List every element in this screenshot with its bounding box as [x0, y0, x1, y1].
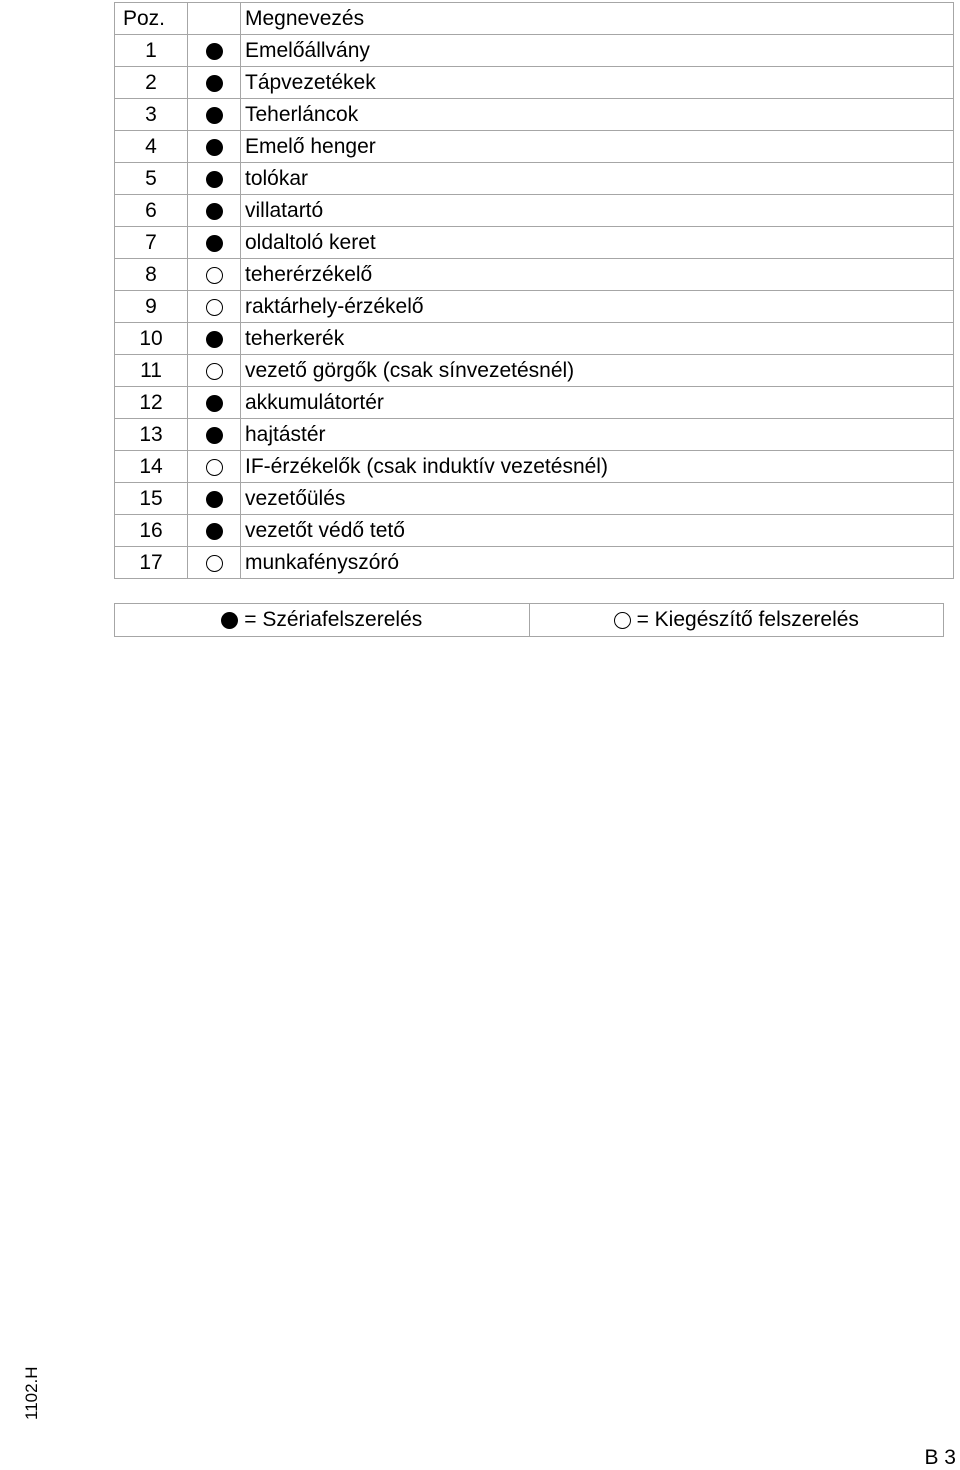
table-row [115, 67, 954, 99]
filled-circle-icon [221, 612, 238, 629]
table-row [115, 483, 954, 515]
row-pos: 11 [115, 355, 188, 387]
legend [114, 603, 944, 637]
row-pos: 8 [115, 259, 188, 291]
table-row [115, 451, 954, 483]
table-row [115, 35, 954, 67]
filled-circle-icon [206, 427, 223, 444]
row-pos: 4 [115, 131, 188, 163]
row-mark [188, 99, 241, 131]
filled-circle-icon [206, 331, 223, 348]
filled-circle-icon [206, 43, 223, 60]
row-name: teherérzékelő [241, 259, 954, 291]
table-row [115, 291, 954, 323]
row-name: hajtástér [241, 419, 954, 451]
row-name: IF-érzékelők (csak induktív vezetésnél) [241, 451, 954, 483]
row-name: vezető görgők (csak sínvezetésnél) [241, 355, 954, 387]
row-mark [188, 35, 241, 67]
document-code: 1102.H [22, 1366, 41, 1420]
empty-circle-icon [206, 363, 223, 380]
table-header-row [115, 3, 954, 35]
empty-circle-icon [206, 459, 223, 476]
parts-table [114, 2, 954, 579]
filled-circle-icon [206, 75, 223, 92]
header-mark [188, 3, 241, 35]
row-mark [188, 131, 241, 163]
filled-circle-icon [206, 139, 223, 156]
row-name: tolókar [241, 163, 954, 195]
row-name: Emelő henger [241, 131, 954, 163]
row-name: vezetőt védő tető [241, 515, 954, 547]
row-mark [188, 291, 241, 323]
legend-optional [529, 604, 944, 636]
row-mark [188, 227, 241, 259]
filled-circle-icon [206, 523, 223, 540]
filled-circle-icon [206, 203, 223, 220]
row-mark [188, 259, 241, 291]
row-mark [188, 515, 241, 547]
row-mark [188, 355, 241, 387]
table-row [115, 515, 954, 547]
row-mark [188, 195, 241, 227]
row-pos: 17 [115, 547, 188, 579]
header-name: Megnevezés [241, 3, 954, 35]
row-mark [188, 483, 241, 515]
row-pos: 12 [115, 387, 188, 419]
legend-standard-label: = Szériafelszerelés [244, 608, 423, 631]
row-pos: 3 [115, 99, 188, 131]
row-name: Tápvezetékek [241, 67, 954, 99]
row-name: munkafényszóró [241, 547, 954, 579]
table-row [115, 227, 954, 259]
row-mark [188, 451, 241, 483]
row-pos: 2 [115, 67, 188, 99]
row-pos: 16 [115, 515, 188, 547]
table-row [115, 99, 954, 131]
row-mark [188, 419, 241, 451]
header-pos: Poz. [115, 3, 188, 35]
filled-circle-icon [206, 107, 223, 124]
table-row [115, 387, 954, 419]
filled-circle-icon [206, 395, 223, 412]
table-row [115, 259, 954, 291]
legend-optional-label: = Kiegészítő felszerelés [636, 608, 859, 631]
table-row [115, 195, 954, 227]
filled-circle-icon [206, 235, 223, 252]
row-mark [188, 387, 241, 419]
empty-circle-icon [206, 555, 223, 572]
row-name: Emelőállvány [241, 35, 954, 67]
row-name: vezetőülés [241, 483, 954, 515]
table-row [115, 323, 954, 355]
table-row [115, 163, 954, 195]
row-pos: 5 [115, 163, 188, 195]
row-pos: 15 [115, 483, 188, 515]
row-mark [188, 323, 241, 355]
table-row [115, 355, 954, 387]
legend-standard [115, 604, 529, 636]
row-name: raktárhely-érzékelő [241, 291, 954, 323]
empty-circle-icon [206, 299, 223, 316]
row-pos: 14 [115, 451, 188, 483]
empty-circle-icon [614, 612, 631, 629]
table-row [115, 547, 954, 579]
row-pos: 1 [115, 35, 188, 67]
row-name: teherkerék [241, 323, 954, 355]
row-name: oldaltoló keret [241, 227, 954, 259]
row-name: villatartó [241, 195, 954, 227]
row-mark [188, 67, 241, 99]
table-row [115, 131, 954, 163]
filled-circle-icon [206, 491, 223, 508]
row-mark [188, 163, 241, 195]
filled-circle-icon [206, 171, 223, 188]
table-row [115, 419, 954, 451]
row-pos: 13 [115, 419, 188, 451]
row-pos: 10 [115, 323, 188, 355]
page-number: B 3 [924, 1446, 956, 1469]
row-name: Teherláncok [241, 99, 954, 131]
row-pos: 7 [115, 227, 188, 259]
row-pos: 9 [115, 291, 188, 323]
table-body [115, 35, 954, 579]
row-pos: 6 [115, 195, 188, 227]
row-name: akkumulátortér [241, 387, 954, 419]
row-mark [188, 547, 241, 579]
empty-circle-icon [206, 267, 223, 284]
